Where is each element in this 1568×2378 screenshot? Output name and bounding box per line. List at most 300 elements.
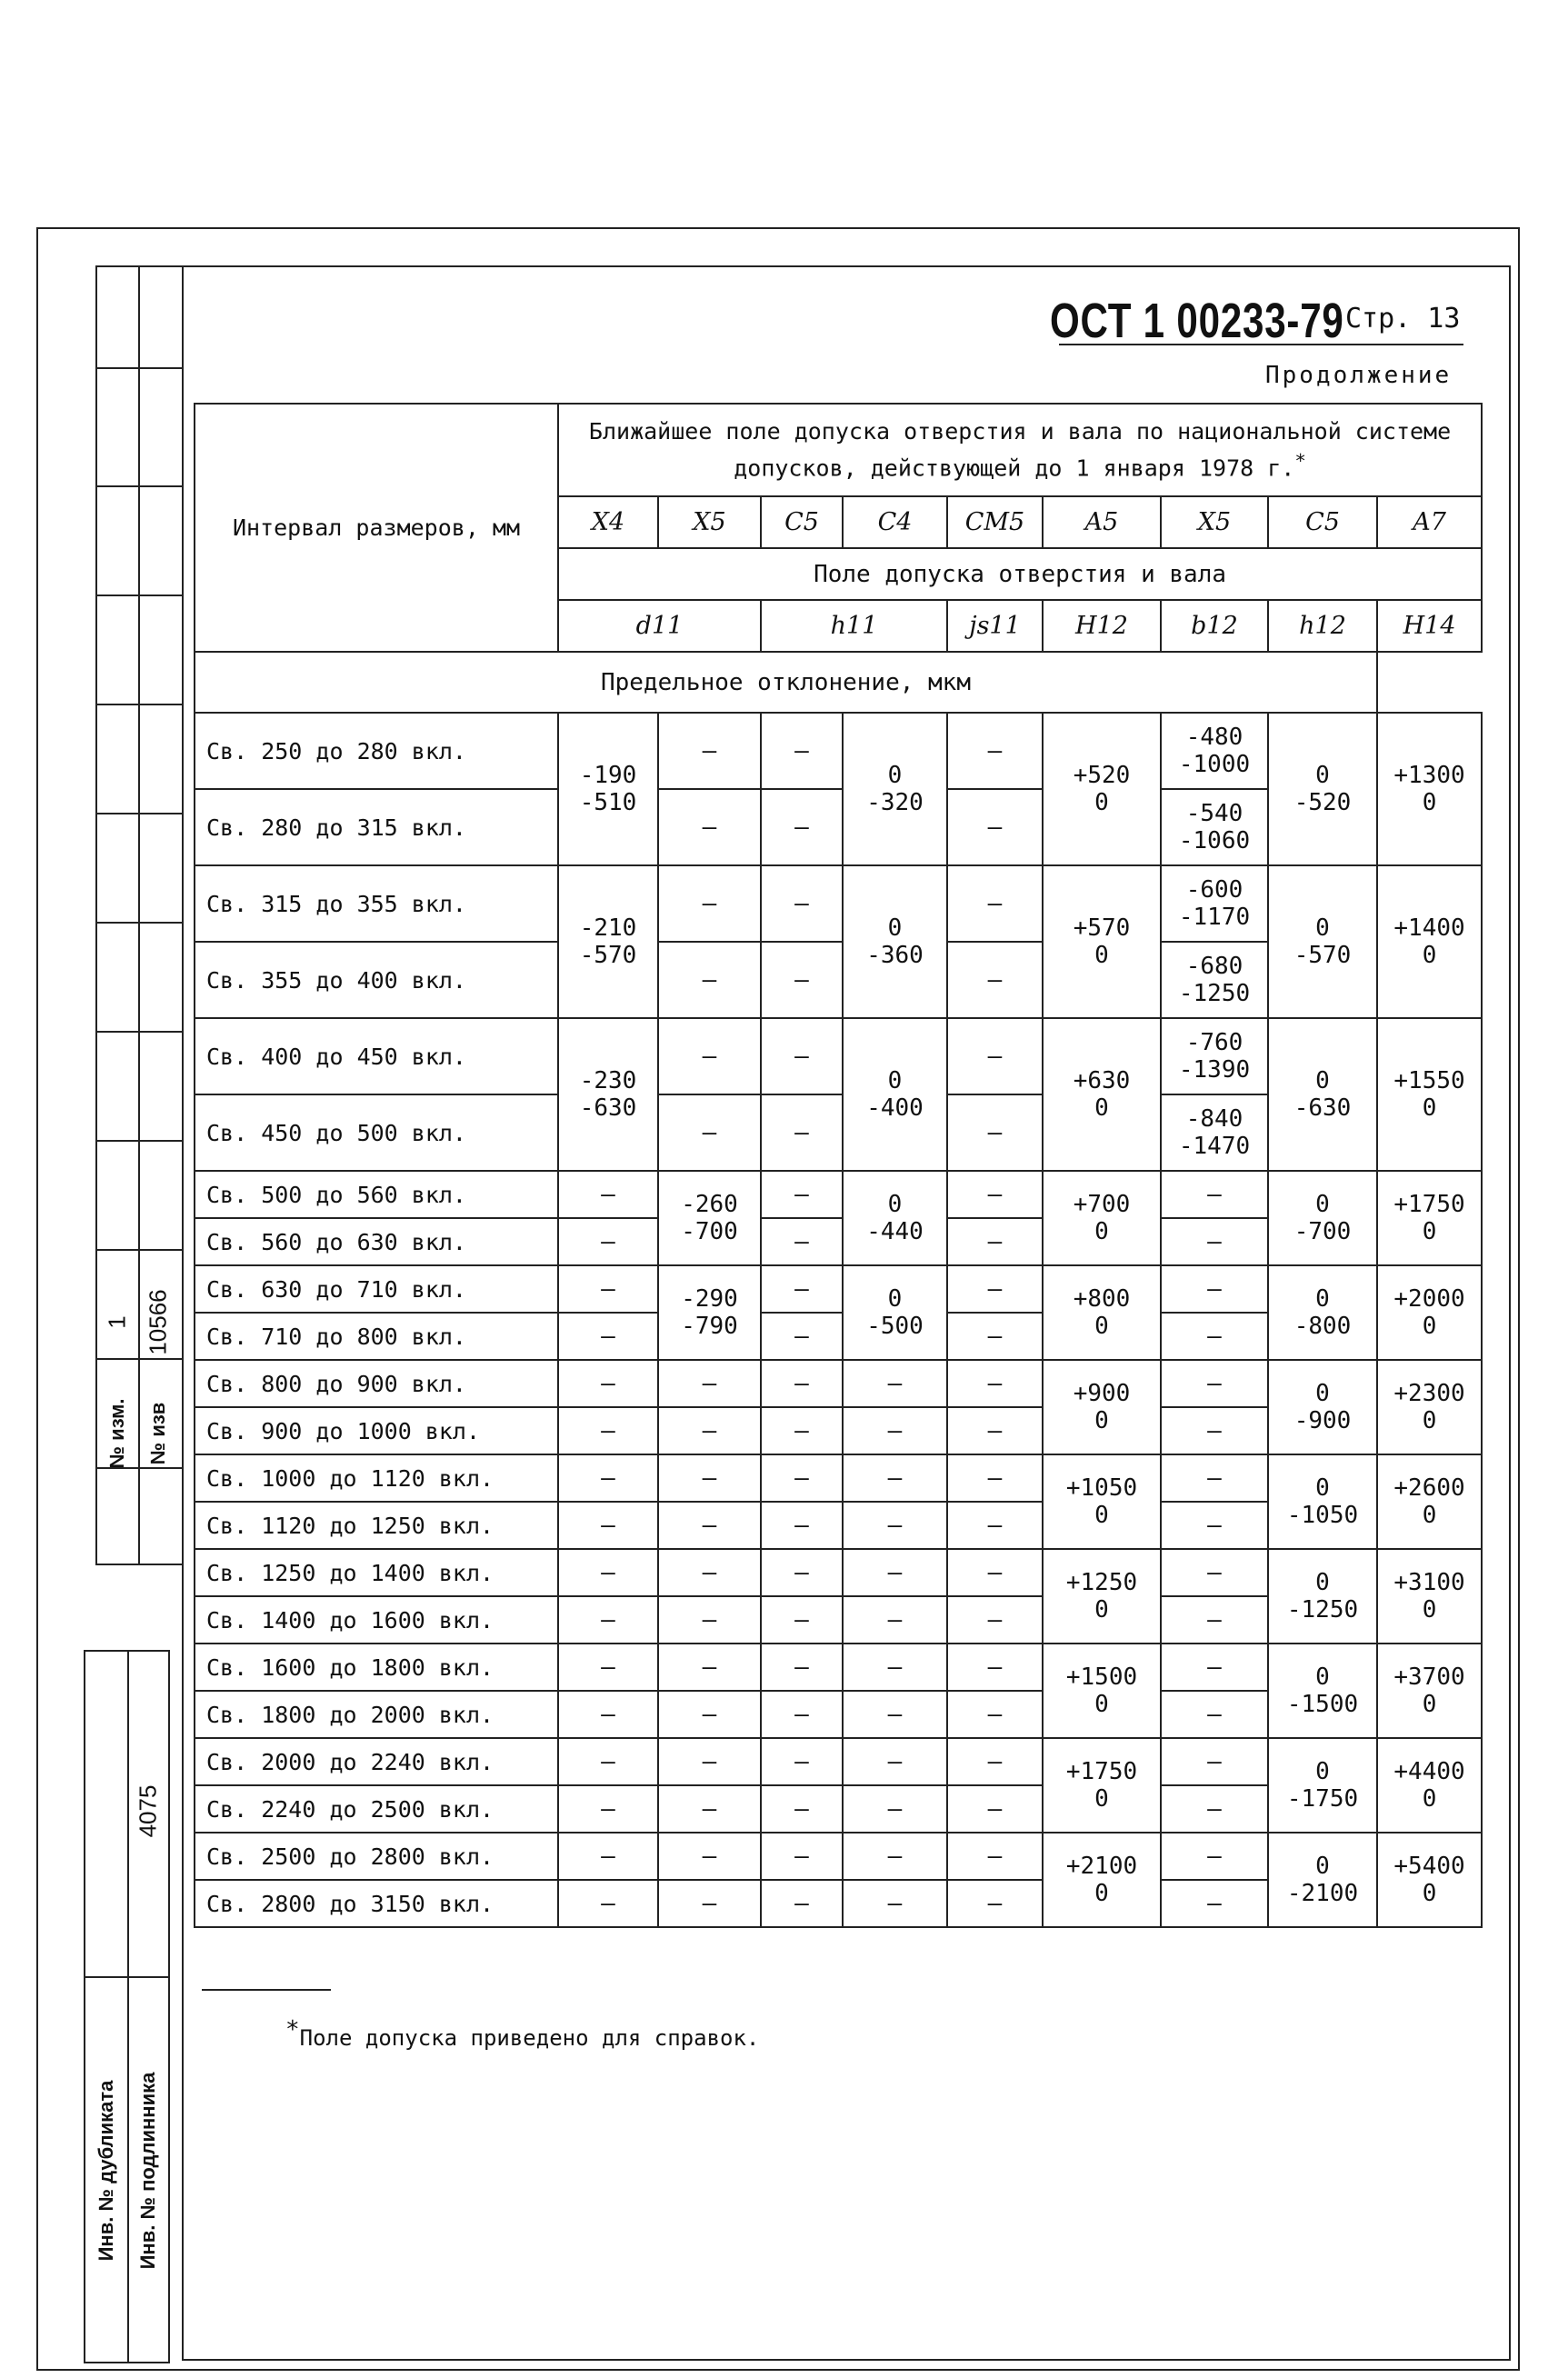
dash-cell: – bbox=[558, 1502, 658, 1549]
old-field-2: X5 bbox=[658, 496, 761, 548]
js11-value-line-1: 0 bbox=[887, 914, 903, 942]
h12-value bbox=[1268, 1549, 1377, 1644]
dash-cell: – bbox=[761, 1549, 843, 1596]
h12-value-line-1: 0 bbox=[1315, 1474, 1330, 1502]
d11-value-line-1: -190 bbox=[579, 762, 637, 789]
size-range: Св. 1400 до 1600 вкл. bbox=[195, 1596, 558, 1644]
H14-value bbox=[1377, 1644, 1482, 1738]
H14-value-line-2: 0 bbox=[1422, 1218, 1437, 1245]
dash-cell: – bbox=[1161, 1880, 1268, 1927]
dash-cell: – bbox=[658, 1549, 761, 1596]
h12-value-line-2: -570 bbox=[1293, 942, 1352, 969]
H14-value-line-1: +1550 bbox=[1393, 1067, 1465, 1094]
h11-value-line-2: -700 bbox=[681, 1218, 738, 1245]
size-range: Св. 2500 до 2800 вкл. bbox=[195, 1833, 558, 1880]
dash-cell: – bbox=[1161, 1265, 1268, 1313]
h12-value-line-2: -630 bbox=[1293, 1094, 1352, 1122]
h12-value-line-2: -1050 bbox=[1286, 1502, 1359, 1529]
H14-value-line-1: +4400 bbox=[1393, 1758, 1465, 1785]
H14-value bbox=[1377, 1454, 1482, 1549]
b12-value bbox=[1161, 713, 1268, 789]
dash-cell: – bbox=[843, 1502, 947, 1549]
H12-value-line-2: 0 bbox=[1094, 1691, 1109, 1718]
old-field-1: X4 bbox=[558, 496, 658, 548]
dash-cell: – bbox=[761, 1691, 843, 1738]
js11-value-line-1: 0 bbox=[887, 1285, 903, 1313]
h12-value-line-1: 0 bbox=[1315, 1067, 1330, 1094]
dash-cell: – bbox=[843, 1454, 947, 1502]
H14-value-line-2: 0 bbox=[1422, 1502, 1437, 1529]
dash-cell: – bbox=[843, 1360, 947, 1407]
inv-label-duplicate: Инв. № дубликата bbox=[95, 2080, 117, 2262]
dash-cell: – bbox=[947, 1785, 1043, 1833]
h12-value-line-1: 0 bbox=[1315, 1569, 1330, 1596]
dash-cell: – bbox=[658, 1880, 761, 1927]
H12-value-line-1: +1500 bbox=[1065, 1664, 1138, 1691]
dash-cell: – bbox=[1161, 1596, 1268, 1644]
rev-value-izv: 10566 bbox=[144, 1289, 172, 1355]
dash-cell: – bbox=[947, 789, 1043, 865]
b12-value-line-1: -760 bbox=[1185, 1029, 1243, 1056]
H12-value-line-1: +570 bbox=[1073, 914, 1131, 942]
b12-value-line-2: -1170 bbox=[1178, 904, 1251, 931]
dash-cell: – bbox=[1161, 1171, 1268, 1218]
h12-value-line-2: -900 bbox=[1293, 1407, 1352, 1434]
dash-cell: – bbox=[1161, 1549, 1268, 1596]
dash-cell: – bbox=[761, 1218, 843, 1265]
dash-cell: – bbox=[843, 1880, 947, 1927]
b12-value-line-2: -1250 bbox=[1178, 980, 1251, 1007]
b12-value-line-2: -1470 bbox=[1178, 1133, 1251, 1160]
continuation-label: Продолжение bbox=[1265, 362, 1453, 389]
H12-value bbox=[1043, 1360, 1161, 1454]
dash-cell: – bbox=[1161, 1407, 1268, 1454]
H14-value bbox=[1377, 865, 1482, 1018]
dash-cell: – bbox=[761, 1833, 843, 1880]
dash-cell: – bbox=[947, 1313, 1043, 1360]
dash-cell: – bbox=[843, 1785, 947, 1833]
h12-value-line-2: -700 bbox=[1293, 1218, 1352, 1245]
b12-value-line-2: -1000 bbox=[1178, 751, 1251, 778]
h12-value bbox=[1268, 1833, 1377, 1927]
dash-cell: – bbox=[947, 1407, 1043, 1454]
dash-cell: – bbox=[558, 1171, 658, 1218]
old-field-6: A5 bbox=[1043, 496, 1161, 548]
header-underline bbox=[1059, 344, 1463, 345]
dash-cell: – bbox=[843, 1644, 947, 1691]
H12-value bbox=[1043, 1171, 1161, 1265]
new-field-7: H14 bbox=[1377, 600, 1482, 652]
h12-value bbox=[1268, 1018, 1377, 1171]
h11-value-line-1: -260 bbox=[681, 1191, 738, 1218]
H12-value-line-2: 0 bbox=[1094, 1094, 1109, 1122]
dash-cell: – bbox=[761, 1880, 843, 1927]
inv-label-original: Инв. № подлинника bbox=[136, 2072, 159, 2270]
old-field-9: A7 bbox=[1377, 496, 1482, 548]
H12-value bbox=[1043, 1549, 1161, 1644]
dash-cell: – bbox=[558, 1454, 658, 1502]
d11-value-line-1: -210 bbox=[579, 914, 637, 942]
size-range: Св. 1600 до 1800 вкл. bbox=[195, 1644, 558, 1691]
H14-value-line-1: +2600 bbox=[1393, 1474, 1465, 1502]
b12-value-line-1: -680 bbox=[1185, 953, 1243, 980]
H14-value-line-1: +1300 bbox=[1393, 762, 1465, 789]
dash-cell: – bbox=[761, 942, 843, 1018]
H12-value-line-1: +900 bbox=[1073, 1380, 1131, 1407]
group-header-text: Ближайшее поле допуска отверстия и вала по национальной системе допусков, действующей до 1 января 1978 г. bbox=[588, 417, 1452, 482]
dash-cell: – bbox=[947, 1018, 1043, 1094]
size-range: Св. 1250 до 1400 вкл. bbox=[195, 1549, 558, 1596]
h12-value bbox=[1268, 1171, 1377, 1265]
h12-value-line-1: 0 bbox=[1315, 914, 1330, 942]
dash-cell: – bbox=[658, 1644, 761, 1691]
size-range: Св. 900 до 1000 вкл. bbox=[195, 1407, 558, 1454]
size-range: Св. 710 до 800 вкл. bbox=[195, 1313, 558, 1360]
new-field-4: H12 bbox=[1043, 600, 1161, 652]
H12-value-line-2: 0 bbox=[1094, 1407, 1109, 1434]
rev-value-izm: 1 bbox=[103, 1315, 131, 1329]
inv-value-original: 4075 bbox=[134, 1784, 162, 1838]
dash-cell: – bbox=[843, 1407, 947, 1454]
b12-value bbox=[1161, 865, 1268, 942]
dash-cell: – bbox=[761, 1502, 843, 1549]
js11-value-line-2: -320 bbox=[866, 789, 924, 816]
dash-cell: – bbox=[658, 789, 761, 865]
H14-value-line-1: +5400 bbox=[1393, 1853, 1465, 1880]
new-field-6: h12 bbox=[1268, 600, 1377, 652]
size-range: Св. 315 до 355 вкл. bbox=[195, 865, 558, 942]
h12-value-line-1: 0 bbox=[1315, 1191, 1330, 1218]
dash-cell: – bbox=[1161, 1738, 1268, 1785]
js11-value-line-2: -440 bbox=[866, 1218, 924, 1245]
dash-cell: – bbox=[947, 1738, 1043, 1785]
dash-cell: – bbox=[658, 1502, 761, 1549]
H14-value-line-2: 0 bbox=[1422, 1691, 1437, 1718]
dash-cell: – bbox=[658, 942, 761, 1018]
table-row bbox=[195, 1265, 1482, 1313]
table-row bbox=[195, 1018, 1482, 1094]
h12-value bbox=[1268, 713, 1377, 865]
H12-value bbox=[1043, 713, 1161, 865]
h11-value bbox=[658, 1265, 761, 1360]
h12-value-line-1: 0 bbox=[1315, 1285, 1330, 1313]
size-range: Св. 1120 до 1250 вкл. bbox=[195, 1502, 558, 1549]
dash-cell: – bbox=[558, 1407, 658, 1454]
new-field-1: d11 bbox=[558, 600, 761, 652]
page-number: Стр. 13 bbox=[1345, 303, 1461, 335]
size-range: Св. 630 до 710 вкл. bbox=[195, 1265, 558, 1313]
dash-cell: – bbox=[947, 1596, 1043, 1644]
dash-cell: – bbox=[558, 1596, 658, 1644]
d11-value-line-2: -630 bbox=[579, 1094, 637, 1122]
dash-cell: – bbox=[947, 1171, 1043, 1218]
H12-value-line-1: +630 bbox=[1073, 1067, 1131, 1094]
dash-cell: – bbox=[558, 1833, 658, 1880]
dash-cell: – bbox=[658, 1360, 761, 1407]
dash-cell: – bbox=[947, 1454, 1043, 1502]
H14-value-line-1: +2000 bbox=[1393, 1285, 1465, 1313]
H12-value-line-1: +520 bbox=[1073, 762, 1131, 789]
dash-cell: – bbox=[761, 1313, 843, 1360]
dash-cell: – bbox=[947, 865, 1043, 942]
dash-cell: – bbox=[761, 1360, 843, 1407]
inventory-stamp bbox=[84, 1650, 170, 2363]
table-row bbox=[195, 1360, 1482, 1407]
js11-value-line-1: 0 bbox=[887, 762, 903, 789]
h12-value bbox=[1268, 865, 1377, 1018]
dash-cell: – bbox=[947, 1691, 1043, 1738]
dash-cell: – bbox=[761, 1407, 843, 1454]
dash-cell: – bbox=[1161, 1785, 1268, 1833]
new-field-3: js11 bbox=[947, 600, 1043, 652]
H14-value bbox=[1377, 1738, 1482, 1833]
dash-cell: – bbox=[761, 1454, 843, 1502]
dash-cell: – bbox=[761, 789, 843, 865]
new-field-2: h11 bbox=[761, 600, 947, 652]
b12-value bbox=[1161, 1094, 1268, 1171]
b12-value-line-1: -600 bbox=[1185, 876, 1243, 904]
H14-value bbox=[1377, 1833, 1482, 1927]
dash-cell: – bbox=[558, 1785, 658, 1833]
H12-value bbox=[1043, 865, 1161, 1018]
js11-value-line-2: -500 bbox=[866, 1313, 924, 1340]
dash-cell: – bbox=[843, 1738, 947, 1785]
dash-cell: – bbox=[947, 1360, 1043, 1407]
H12-value-line-1: +2100 bbox=[1065, 1853, 1138, 1880]
dash-cell: – bbox=[658, 1094, 761, 1171]
size-range: Св. 560 до 630 вкл. bbox=[195, 1218, 558, 1265]
h12-value-line-2: -1750 bbox=[1286, 1785, 1359, 1813]
dash-cell: – bbox=[843, 1833, 947, 1880]
H12-value-line-2: 0 bbox=[1094, 789, 1109, 816]
dash-cell: – bbox=[761, 1171, 843, 1218]
js11-value bbox=[843, 1265, 947, 1360]
H12-value-line-1: +1250 bbox=[1065, 1569, 1138, 1596]
size-range: Св. 450 до 500 вкл. bbox=[195, 1094, 558, 1171]
size-range: Св. 1800 до 2000 вкл. bbox=[195, 1691, 558, 1738]
dash-cell: – bbox=[843, 1691, 947, 1738]
js11-value-line-2: -400 bbox=[866, 1094, 924, 1122]
dash-cell: – bbox=[947, 1880, 1043, 1927]
dash-cell: – bbox=[658, 1833, 761, 1880]
h12-value bbox=[1268, 1265, 1377, 1360]
H14-value-line-2: 0 bbox=[1422, 1313, 1437, 1340]
tolerance-table bbox=[194, 403, 1483, 1928]
dash-cell: – bbox=[558, 1265, 658, 1313]
H14-value-line-2: 0 bbox=[1422, 789, 1437, 816]
dash-cell: – bbox=[558, 1880, 658, 1927]
h12-value-line-2: -1250 bbox=[1286, 1596, 1359, 1624]
footnote-text: Поле допуска приведено для справок. bbox=[299, 2025, 760, 2051]
table-row bbox=[195, 713, 1482, 789]
H12-value bbox=[1043, 1738, 1161, 1833]
size-range: Св. 280 до 315 вкл. bbox=[195, 789, 558, 865]
b12-value-line-1: -840 bbox=[1185, 1105, 1243, 1133]
old-field-3: C5 bbox=[761, 496, 843, 548]
dash-cell: – bbox=[947, 1265, 1043, 1313]
dash-cell: – bbox=[658, 1454, 761, 1502]
footnote-rule bbox=[202, 1989, 331, 1991]
h12-value-line-2: -2100 bbox=[1286, 1880, 1359, 1907]
H14-value bbox=[1377, 1549, 1482, 1644]
footnote-mark: * bbox=[285, 2016, 300, 2043]
h12-value-line-1: 0 bbox=[1315, 1758, 1330, 1785]
dash-cell: – bbox=[761, 1644, 843, 1691]
h12-value bbox=[1268, 1454, 1377, 1549]
dash-cell: – bbox=[1161, 1644, 1268, 1691]
b12-value-line-2: -1390 bbox=[1178, 1056, 1251, 1084]
old-field-4: C4 bbox=[843, 496, 947, 548]
d11-value bbox=[558, 1018, 658, 1171]
H12-value-line-1: +1050 bbox=[1065, 1474, 1138, 1502]
dash-cell: – bbox=[761, 1094, 843, 1171]
dash-cell: – bbox=[658, 713, 761, 789]
js11-value bbox=[843, 713, 947, 865]
b12-value bbox=[1161, 1018, 1268, 1094]
size-range: Св. 1000 до 1120 вкл. bbox=[195, 1454, 558, 1502]
h11-value-line-2: -790 bbox=[681, 1313, 738, 1340]
d11-value-line-1: -230 bbox=[579, 1067, 637, 1094]
size-range: Св. 400 до 450 вкл. bbox=[195, 1018, 558, 1094]
table-row bbox=[195, 1454, 1482, 1502]
dash-cell: – bbox=[658, 865, 761, 942]
H14-value bbox=[1377, 1171, 1482, 1265]
dash-cell: – bbox=[558, 1313, 658, 1360]
H12-value bbox=[1043, 1454, 1161, 1549]
H12-value-line-2: 0 bbox=[1094, 1880, 1109, 1907]
h11-value bbox=[658, 1171, 761, 1265]
H14-value bbox=[1377, 713, 1482, 865]
size-range: Св. 500 до 560 вкл. bbox=[195, 1171, 558, 1218]
group-header bbox=[558, 404, 1482, 496]
js11-value-line-1: 0 bbox=[887, 1191, 903, 1218]
H12-value bbox=[1043, 1833, 1161, 1927]
dash-cell: – bbox=[947, 1549, 1043, 1596]
dash-cell: – bbox=[558, 1691, 658, 1738]
H14-value-line-2: 0 bbox=[1422, 1880, 1437, 1907]
d11-value bbox=[558, 713, 658, 865]
dash-cell: – bbox=[947, 942, 1043, 1018]
H14-value-line-1: +1750 bbox=[1393, 1191, 1465, 1218]
H14-value-line-1: +1400 bbox=[1393, 914, 1465, 942]
dash-cell: – bbox=[947, 1833, 1043, 1880]
revision-stamp bbox=[95, 265, 184, 1565]
dash-cell: – bbox=[1161, 1454, 1268, 1502]
table-row bbox=[195, 1549, 1482, 1596]
dash-cell: – bbox=[761, 1596, 843, 1644]
H14-value-line-2: 0 bbox=[1422, 1407, 1437, 1434]
b12-value-line-1: -540 bbox=[1185, 800, 1243, 827]
dash-cell: – bbox=[947, 1644, 1043, 1691]
dash-cell: – bbox=[947, 713, 1043, 789]
d11-value bbox=[558, 865, 658, 1018]
size-range: Св. 250 до 280 вкл. bbox=[195, 713, 558, 789]
dash-cell: – bbox=[658, 1691, 761, 1738]
dash-cell: – bbox=[1161, 1691, 1268, 1738]
row-header: Интервал размеров, мм bbox=[195, 404, 558, 652]
new-field-5: b12 bbox=[1161, 600, 1268, 652]
dash-cell: – bbox=[947, 1502, 1043, 1549]
b12-value-line-1: -480 bbox=[1185, 724, 1243, 751]
old-field-5: CM5 bbox=[947, 496, 1043, 548]
deviation-header: Предельное отклонение, мкм bbox=[195, 652, 1377, 713]
h12-value-line-1: 0 bbox=[1315, 1380, 1330, 1407]
H12-value-line-1: +1750 bbox=[1065, 1758, 1138, 1785]
size-range: Св. 2000 до 2240 вкл. bbox=[195, 1738, 558, 1785]
h11-value-line-1: -290 bbox=[681, 1285, 738, 1313]
size-range: Св. 2800 до 3150 вкл. bbox=[195, 1880, 558, 1927]
table-row bbox=[195, 1738, 1482, 1785]
H12-value bbox=[1043, 1644, 1161, 1738]
dash-cell: – bbox=[658, 1596, 761, 1644]
dash-cell: – bbox=[658, 1407, 761, 1454]
dash-cell: – bbox=[1161, 1313, 1268, 1360]
dash-cell: – bbox=[558, 1644, 658, 1691]
js11-value bbox=[843, 1018, 947, 1171]
footnote bbox=[285, 2016, 759, 2051]
table-row bbox=[195, 1644, 1482, 1691]
dash-cell: – bbox=[658, 1018, 761, 1094]
H12-value-line-2: 0 bbox=[1094, 1218, 1109, 1245]
old-field-7: X5 bbox=[1161, 496, 1268, 548]
H14-value-line-2: 0 bbox=[1422, 1094, 1437, 1122]
table-row bbox=[195, 865, 1482, 942]
H14-value-line-2: 0 bbox=[1422, 1785, 1437, 1813]
size-range: Св. 800 до 900 вкл. bbox=[195, 1360, 558, 1407]
H14-value-line-1: +3100 bbox=[1393, 1569, 1465, 1596]
js11-value bbox=[843, 865, 947, 1018]
dash-cell: – bbox=[843, 1549, 947, 1596]
H12-value bbox=[1043, 1265, 1161, 1360]
table-row bbox=[195, 1171, 1482, 1218]
h12-value-line-1: 0 bbox=[1315, 1664, 1330, 1691]
dash-cell: – bbox=[658, 1785, 761, 1833]
dash-cell: – bbox=[761, 865, 843, 942]
dash-cell: – bbox=[843, 1596, 947, 1644]
dash-cell: – bbox=[558, 1360, 658, 1407]
d11-value-line-2: -510 bbox=[579, 789, 637, 816]
H12-value-line-2: 0 bbox=[1094, 942, 1109, 969]
H12-value bbox=[1043, 1018, 1161, 1171]
dash-cell: – bbox=[761, 713, 843, 789]
dash-cell: – bbox=[558, 1549, 658, 1596]
dash-cell: – bbox=[658, 1738, 761, 1785]
h12-value bbox=[1268, 1738, 1377, 1833]
h12-value-line-1: 0 bbox=[1315, 1853, 1330, 1880]
H14-value bbox=[1377, 1265, 1482, 1360]
H14-value-line-2: 0 bbox=[1422, 942, 1437, 969]
H14-value-line-1: +3700 bbox=[1393, 1664, 1465, 1691]
H14-value bbox=[1377, 1360, 1482, 1454]
rev-label-izv: № изв bbox=[146, 1402, 169, 1465]
dash-cell: – bbox=[947, 1218, 1043, 1265]
dash-cell: – bbox=[761, 1265, 843, 1313]
H14-value-line-1: +2300 bbox=[1393, 1380, 1465, 1407]
H12-value-line-2: 0 bbox=[1094, 1502, 1109, 1529]
dash-cell: – bbox=[558, 1738, 658, 1785]
dash-cell: – bbox=[947, 1094, 1043, 1171]
old-field-8: C5 bbox=[1268, 496, 1377, 548]
dash-cell: – bbox=[1161, 1360, 1268, 1407]
js11-value-line-1: 0 bbox=[887, 1067, 903, 1094]
rev-label-izm: № изм. bbox=[105, 1398, 128, 1469]
dash-cell: – bbox=[761, 1738, 843, 1785]
H12-value-line-2: 0 bbox=[1094, 1785, 1109, 1813]
h12-value bbox=[1268, 1644, 1377, 1738]
b12-value bbox=[1161, 942, 1268, 1018]
H12-value-line-2: 0 bbox=[1094, 1596, 1109, 1624]
group-header-mark: * bbox=[1294, 449, 1306, 472]
